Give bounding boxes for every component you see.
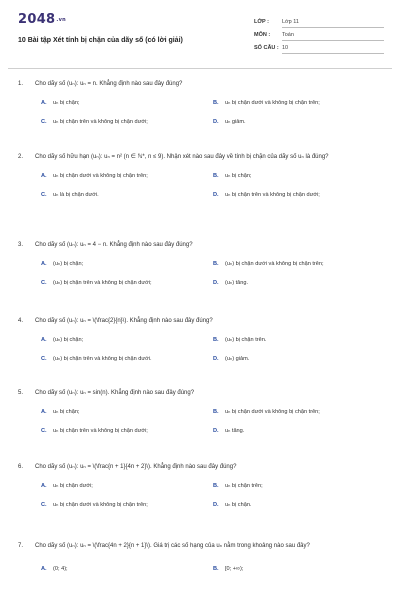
- site-logo[interactable]: [18, 12, 66, 27]
- question-text: Cho dãy số (uₙ): uₙ = sin(n). Khẳng định nào sau đây đúng?: [35, 390, 195, 396]
- option-c[interactable]: [41, 355, 211, 363]
- option-text: uₙ bị chặn trên;: [225, 482, 263, 489]
- option-a[interactable]: [41, 260, 211, 268]
- option-label: C.: [41, 279, 47, 286]
- option-b[interactable]: [213, 99, 383, 107]
- option-text: uₙ bị chặn trên và không bị chặn dưới;: [53, 118, 148, 125]
- option-label: B.: [213, 99, 219, 106]
- option-a[interactable]: [41, 172, 211, 180]
- option-label: C.: [41, 427, 47, 434]
- question-number: 7.: [18, 543, 24, 549]
- option-label: B.: [213, 172, 219, 179]
- option-label: B.: [213, 260, 219, 267]
- option-text: (uₙ) tăng.: [225, 279, 249, 286]
- option-a[interactable]: [41, 565, 211, 573]
- option-label: A.: [41, 172, 47, 179]
- answer-options: [35, 250, 380, 294]
- question-text: Cho dãy số (uₙ): uₙ = n. Khẳng định nào sau đây đúng?: [35, 81, 183, 87]
- option-text: [0; +∞);: [225, 565, 244, 572]
- option-a[interactable]: [41, 482, 211, 490]
- option-text: uₙ bị chặn dưới và không bị chặn trên;: [53, 501, 148, 508]
- option-b[interactable]: [213, 565, 383, 573]
- option-label: D.: [213, 191, 219, 198]
- question-1: [18, 80, 380, 133]
- meta-count: [254, 42, 384, 55]
- option-label: A.: [41, 482, 47, 489]
- option-label: A.: [41, 99, 47, 106]
- question-number: 5.: [18, 390, 24, 396]
- option-text: (0; 4);: [53, 565, 68, 572]
- answer-options: [35, 551, 380, 581]
- logo-text: 2048: [18, 12, 56, 27]
- option-label: C.: [41, 355, 47, 362]
- answer-options: [35, 162, 380, 206]
- meta-class-label: LỚP :: [254, 19, 269, 25]
- meta-class-value: Lớp 11: [282, 19, 299, 25]
- option-text: (uₙ) bị chặn;: [53, 336, 84, 343]
- option-b[interactable]: [213, 408, 383, 416]
- option-c[interactable]: [41, 427, 211, 435]
- meta-subject: [254, 29, 384, 42]
- question-5: [18, 389, 380, 442]
- option-text: uₙ bị chặn.: [225, 501, 252, 508]
- question-text: Cho dãy số (uₙ): uₙ = \(\frac{n + 1}{4n + 2}\). Khẳng định nào sau đây đúng?: [35, 464, 237, 470]
- meta-underline: [282, 27, 384, 28]
- meta-count-value: 10: [282, 45, 289, 51]
- question-text: Cho dãy số (uₙ): uₙ = 4 − n. Khẳng định nào sau đây đúng?: [35, 242, 193, 248]
- option-text: uₙ tăng.: [225, 427, 245, 434]
- meta-underline: [282, 53, 384, 54]
- option-label: D.: [213, 355, 219, 362]
- option-d[interactable]: [213, 501, 383, 509]
- meta-subject-label: MÔN :: [254, 32, 271, 38]
- question-text: Cho dãy số hữu hạn (uₙ): uₙ = n² (n ∈ ℕ*, n ≤ 9). Nhận xét nào sau đây về tính bị chặn của dãy số uₙ là đúng?: [35, 154, 329, 160]
- option-text: uₙ bị chặn;: [53, 99, 80, 106]
- option-label: A.: [41, 565, 47, 572]
- question-4: [18, 317, 380, 370]
- logo-domain: .vn: [56, 17, 67, 23]
- option-label: B.: [213, 565, 219, 572]
- option-c[interactable]: [41, 191, 211, 199]
- option-b[interactable]: [213, 172, 383, 180]
- question-text: Cho dãy số (uₙ): uₙ = \(\frac{2}{n}\). Khẳng định nào sau đây đúng?: [35, 318, 213, 324]
- option-text: uₙ bị chặn dưới;: [53, 482, 93, 489]
- question-text: Cho dãy số (uₙ): uₙ = \(\frac{4n + 2}{n + 1}\). Giá trị các số hạng của uₙ nằm trong khoảng nào sau đây?: [35, 543, 310, 549]
- question-number: 2.: [18, 154, 24, 160]
- option-text: (uₙ) giảm.: [225, 355, 250, 362]
- question-2: [18, 153, 380, 206]
- answer-options: [35, 472, 380, 516]
- option-text: uₙ bị chặn trên và không bị chặn dưới;: [53, 427, 148, 434]
- document-title: 10 Bài tập Xét tính bị chặn của dãy số (có lời giải): [18, 37, 183, 44]
- option-c[interactable]: [41, 501, 211, 509]
- option-text: uₙ bị chặn dưới và không bị chặn trên;: [53, 172, 148, 179]
- question-6: [18, 463, 380, 516]
- question-7: [18, 542, 380, 581]
- option-text: uₙ bị chặn dưới và không bị chặn trên;: [225, 99, 320, 106]
- option-label: A.: [41, 336, 47, 343]
- option-a[interactable]: [41, 99, 211, 107]
- option-label: A.: [41, 408, 47, 415]
- option-label: B.: [213, 482, 219, 489]
- answer-options: [35, 398, 380, 442]
- question-number: 1.: [18, 81, 24, 87]
- option-text: uₙ bị chặn;: [225, 172, 252, 179]
- option-label: C.: [41, 118, 47, 125]
- option-d[interactable]: [213, 427, 383, 435]
- option-label: C.: [41, 501, 47, 508]
- option-text: (uₙ) bị chặn;: [53, 260, 84, 267]
- worksheet-meta: [254, 16, 384, 55]
- page-header: [18, 10, 386, 66]
- meta-count-label: SỐ CÂU :: [254, 45, 279, 51]
- header-divider: [8, 68, 392, 69]
- option-b[interactable]: [213, 260, 383, 268]
- question-3: [18, 241, 380, 294]
- answer-options: [35, 89, 380, 133]
- option-c[interactable]: [41, 279, 211, 287]
- option-label: D.: [213, 427, 219, 434]
- option-label: C.: [41, 191, 47, 198]
- option-text: uₙ là bị chặn dưới.: [53, 191, 99, 198]
- option-text: (uₙ) bị chặn dưới và không bị chặn trên;: [225, 260, 324, 267]
- option-a[interactable]: [41, 336, 211, 344]
- option-a[interactable]: [41, 408, 211, 416]
- option-text: uₙ bị chặn;: [53, 408, 80, 415]
- option-d[interactable]: [213, 191, 383, 199]
- option-label: B.: [213, 408, 219, 415]
- option-label: B.: [213, 336, 219, 343]
- question-number: 6.: [18, 464, 24, 470]
- option-text: uₙ giảm.: [225, 118, 246, 125]
- option-d[interactable]: [213, 279, 383, 287]
- question-number: 4.: [18, 318, 24, 324]
- option-label: D.: [213, 501, 219, 508]
- option-text: (uₙ) bị chặn trên.: [225, 336, 267, 343]
- option-text: uₙ bị chặn dưới và không bị chặn trên;: [225, 408, 320, 415]
- meta-subject-value: Toán: [282, 32, 294, 38]
- option-b[interactable]: [213, 482, 383, 490]
- option-label: D.: [213, 118, 219, 125]
- answer-options: [35, 326, 380, 370]
- meta-underline: [282, 40, 384, 41]
- option-label: D.: [213, 279, 219, 286]
- option-text: (uₙ) bị chặn trên và không bị chặn dưới.: [53, 355, 152, 362]
- option-label: A.: [41, 260, 47, 267]
- option-text: uₙ bị chặn trên và không bị chặn dưới;: [225, 191, 320, 198]
- option-text: (uₙ) bị chặn trên và không bị chặn dưới;: [53, 279, 152, 286]
- option-d[interactable]: [213, 118, 383, 126]
- meta-class: [254, 16, 384, 29]
- question-number: 3.: [18, 242, 24, 248]
- option-d[interactable]: [213, 355, 383, 363]
- option-b[interactable]: [213, 336, 383, 344]
- option-c[interactable]: [41, 118, 211, 126]
